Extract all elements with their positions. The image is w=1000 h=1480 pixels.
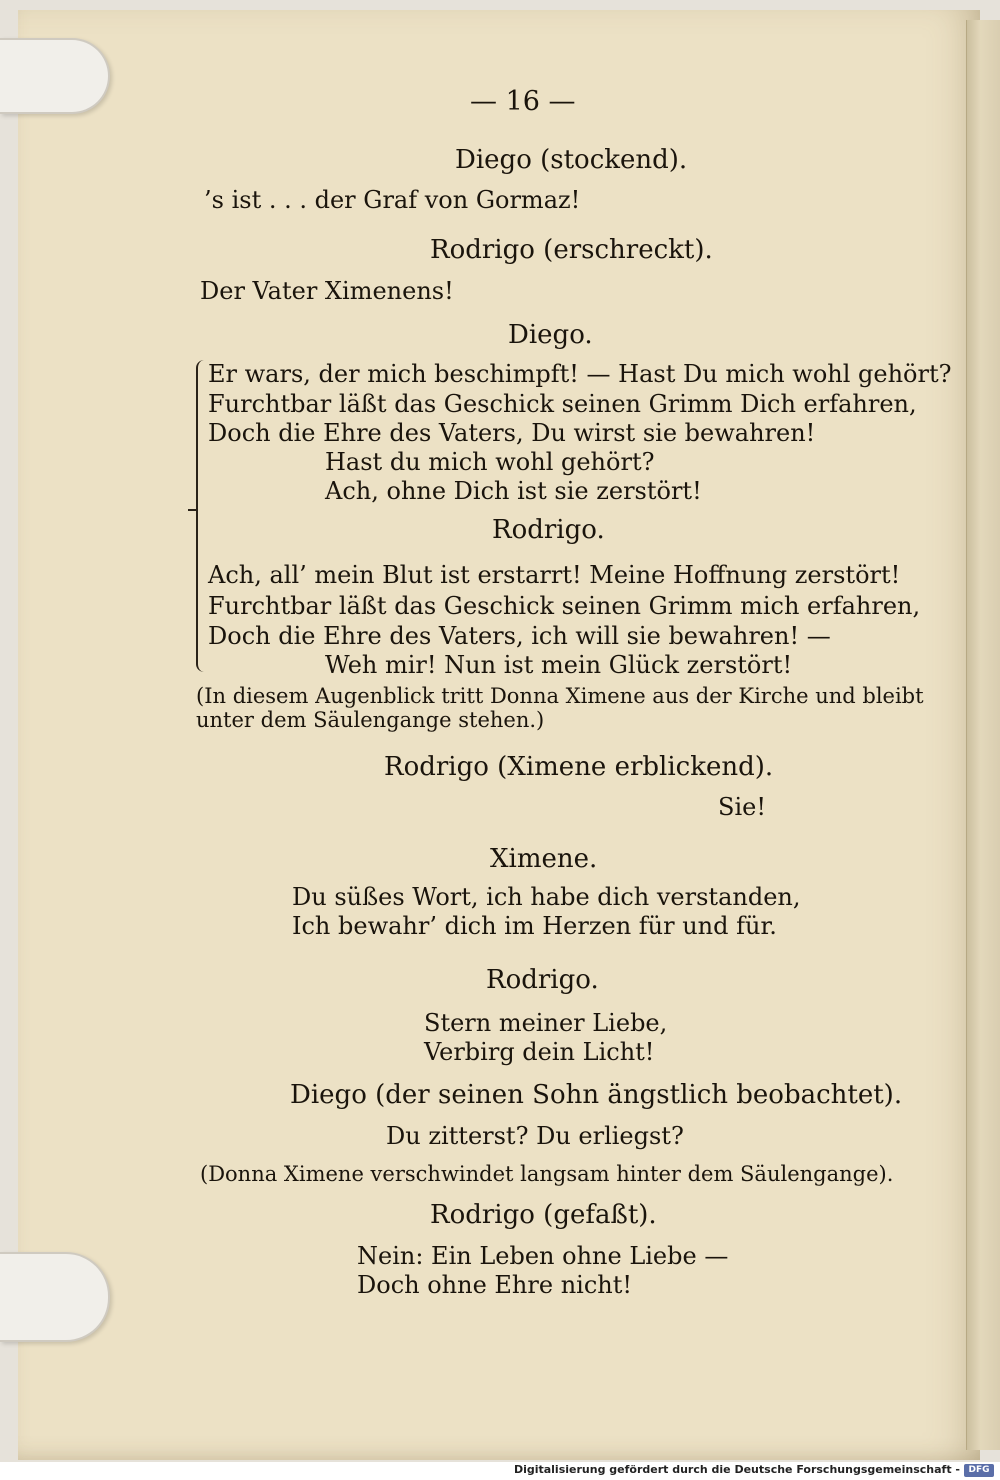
speaker-rodrigo-2: Rodrigo. xyxy=(492,515,605,545)
verse-line: Doch die Ehre des Vaters, Du wirst sie bewahren! xyxy=(208,419,816,447)
duet-brace-notch xyxy=(188,509,198,523)
adjacent-page-edge xyxy=(966,20,1000,1450)
stage-direction: unter dem Säulengange stehen.) xyxy=(196,708,545,732)
funding-notice: Digitalisierung gefördert durch die Deutsche Forschungsgemeinschaft - xyxy=(513,1463,960,1476)
scanner-clip-top xyxy=(0,38,110,114)
speaker-diego-1: Diego (stockend). xyxy=(455,145,688,175)
dfg-logo-icon: DFG xyxy=(964,1464,994,1477)
speaker-rodrigo-3: Rodrigo (Ximene erblickend). xyxy=(384,752,774,782)
verse-line: Du süßes Wort, ich habe dich verstanden, xyxy=(292,883,801,911)
speaker-rodrigo-1: Rodrigo (erschreckt). xyxy=(430,235,713,265)
verse-line: Furchtbar läßt das Geschick seinen Grimm Dich erfahren, xyxy=(208,390,917,418)
verse-line: Nein: Ein Leben ohne Liebe — xyxy=(357,1242,729,1270)
scanner-clip-bottom xyxy=(0,1252,110,1342)
verse-line: Furchtbar läßt das Geschick seinen Grimm mich erfahren, xyxy=(208,592,921,620)
speaker-rodrigo-4: Rodrigo. xyxy=(486,965,599,995)
verse-line: Der Vater Ximenens! xyxy=(200,277,454,305)
speaker-diego-3: Diego (der seinen Sohn ängstlich beobachtet). xyxy=(290,1080,903,1110)
verse-line: Doch ohne Ehre nicht! xyxy=(357,1271,633,1299)
verse-line: Du zitterst? Du erliegst? xyxy=(386,1122,684,1150)
speaker-diego-2: Diego. xyxy=(508,320,593,350)
verse-line: Ach, ohne Dich ist sie zerstört! xyxy=(325,477,702,505)
page-number: — 16 — xyxy=(470,86,576,117)
verse-line: Doch die Ehre des Vaters, ich will sie bewahren! — xyxy=(208,622,831,650)
verse-line: ’s ist . . . der Graf von Gormaz! xyxy=(204,186,581,214)
stage-direction: (Donna Ximene verschwindet langsam hinter dem Säulengange). xyxy=(200,1162,894,1186)
verse-line: Ach, all’ mein Blut ist erstarrt! Meine Hoffnung zerstört! xyxy=(208,561,901,589)
verse-line: Sie! xyxy=(718,793,766,821)
verse-line: Weh mir! Nun ist mein Glück zerstört! xyxy=(325,651,793,679)
verse-line: Er wars, der mich beschimpft! — Hast Du mich wohl gehört? xyxy=(208,360,952,388)
speaker-rodrigo-5: Rodrigo (gefaßt). xyxy=(430,1200,657,1230)
verse-line: Ich bewahr’ dich im Herzen für und für. xyxy=(292,912,777,940)
stage-direction: (In diesem Augenblick tritt Donna Ximene aus der Kirche und bleibt xyxy=(196,684,924,708)
verse-line: Verbirg dein Licht! xyxy=(424,1038,655,1066)
verse-line: Stern meiner Liebe, xyxy=(424,1009,668,1037)
speaker-ximene: Ximene. xyxy=(490,844,598,874)
verse-line: Hast du mich wohl gehört? xyxy=(325,448,655,476)
